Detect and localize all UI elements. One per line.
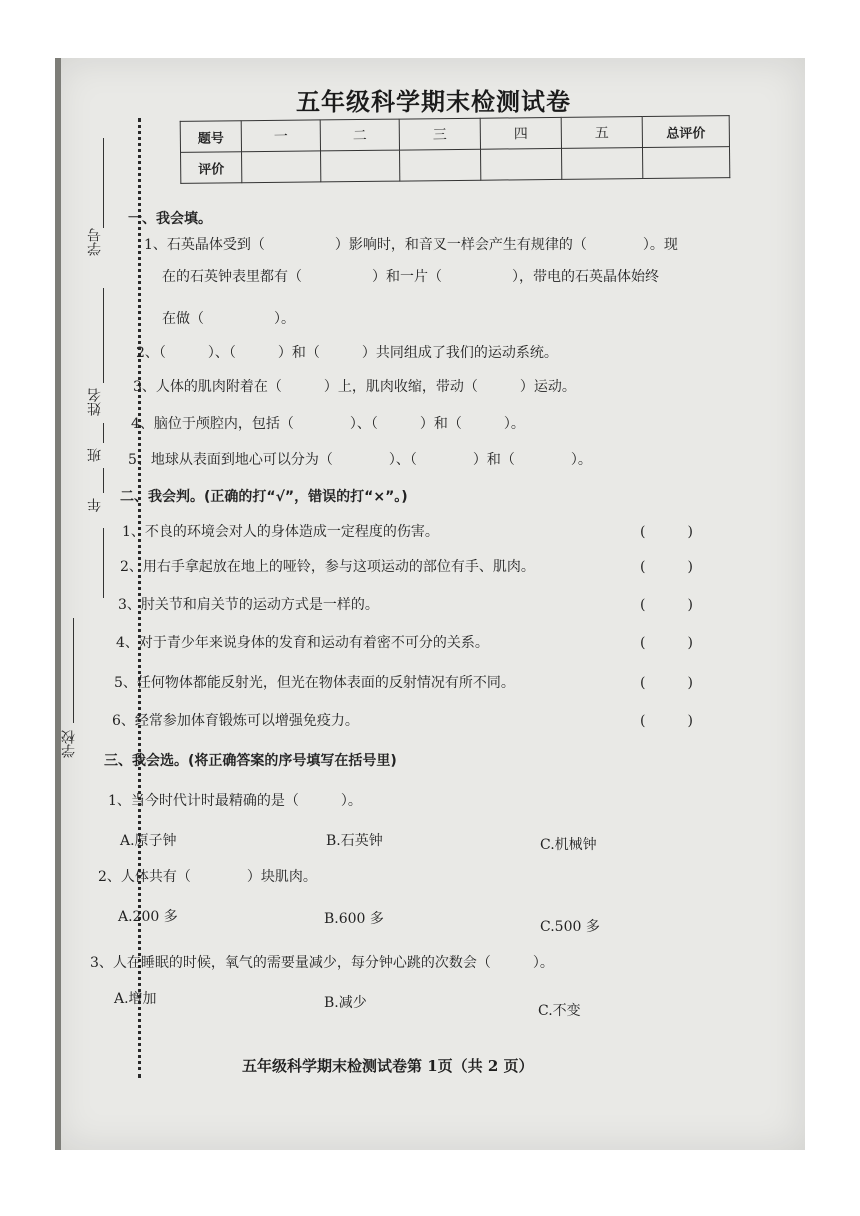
section-1-line: 1、石英晶体受到（ ）影响时，和音叉一样会产生有规律的（ ）。现	[144, 237, 678, 253]
margin-line-grade	[103, 468, 104, 493]
margin-line-class	[103, 423, 104, 443]
section-1-line: 4、脑位于颅腔内，包括（ ）、（ ）和（ ）。	[131, 416, 525, 432]
margin-line-blank	[103, 528, 104, 598]
answer-paren: ( )	[640, 524, 693, 540]
choice-question: 1、当今时代计时最精确的是（ ）。	[108, 793, 362, 809]
margin-line-student-no	[103, 138, 104, 228]
answer-paren: ( )	[640, 713, 693, 729]
paper-edge	[55, 58, 61, 1150]
answer-paren: ( )	[640, 559, 693, 575]
table-cell: 一	[241, 120, 320, 152]
table-cell: 三	[399, 118, 480, 150]
answer-paren: ( )	[640, 597, 693, 613]
table-cell: 总评价	[642, 116, 729, 148]
choice-option: C.500 多	[540, 919, 600, 935]
margin-line-school	[73, 618, 74, 723]
judge-item: 5、任何物体都能反射光，但光在物体表面的反射情况有所不同。	[114, 675, 515, 691]
section-3-heading: 三、我会选。(将正确答案的序号填写在括号里)	[104, 753, 397, 769]
section-1-line: 在的石英钟表里都有（ ）和一片（ ），带电的石英晶体始终	[162, 269, 659, 285]
judge-item: 2、用右手拿起放在地上的哑铃，参与这项运动的部位有手、肌肉。	[120, 559, 535, 575]
section-1-heading: 一、我会填。	[128, 211, 212, 227]
section-2-heading: 二、我会判。(正确的打“√”，错误的打“×”。)	[120, 489, 408, 505]
judge-item: 3、肘关节和肩关节的运动方式是一样的。	[118, 597, 379, 613]
table-cell: 评价	[181, 152, 242, 184]
table-cell	[400, 149, 481, 181]
margin-label-grade: 年	[87, 498, 103, 512]
margin-label-school: 学校	[61, 730, 77, 758]
judge-item: 1、不良的环境会对人的身体造成一定程度的伤害。	[122, 524, 439, 540]
margin-label-name: 姓名	[87, 388, 103, 416]
table-cell	[642, 147, 729, 179]
answer-paren: ( )	[640, 635, 693, 651]
table-cell: 题号	[180, 121, 241, 153]
choice-option: A.原子钟	[120, 833, 177, 849]
table-cell	[561, 148, 642, 180]
table-cell	[321, 150, 400, 182]
exam-title: 五年级科学期末检测试卷	[296, 88, 571, 116]
judge-item: 4、对于青少年来说身体的发育和运动有着密不可分的关系。	[116, 635, 489, 651]
choice-option: A.增加	[114, 991, 157, 1007]
choice-option: B.石英钟	[326, 833, 383, 849]
choice-question: 3、人在睡眠的时候，氧气的需要量减少，每分钟心跳的次数会（ ）。	[90, 955, 554, 971]
choice-option: C.机械钟	[540, 837, 597, 853]
section-1-line: 5、地球从表面到地心可以分为（ ）、（ ）和（ ）。	[128, 452, 592, 468]
choice-option: B.减少	[324, 995, 367, 1011]
judge-item: 6、经常参加体育锻炼可以增强免疫力。	[112, 713, 359, 729]
choice-option: C.不变	[538, 1003, 581, 1019]
page-footer: 五年级科学期末检测试卷第 1页（共 2 页）	[242, 1057, 534, 1075]
table-cell	[480, 148, 561, 180]
answer-paren: ( )	[640, 675, 693, 691]
margin-label-student-no: 学号	[87, 228, 103, 256]
margin-line-name	[103, 288, 104, 383]
margin-label-class: 班	[87, 448, 103, 462]
section-1-line: 3、人体的肌肉附着在（ ）上，肌肉收缩，带动（ ）运动。	[133, 379, 576, 395]
table-cell	[242, 151, 321, 183]
choice-option: B.600 多	[324, 911, 384, 927]
section-1-line: 2、（ ）、（ ）和（ ）共同组成了我们的运动系统。	[136, 345, 558, 361]
choice-option: A.200 多	[118, 909, 178, 925]
table-cell: 二	[320, 119, 399, 151]
score-table	[180, 115, 731, 184]
section-1-line: 在做（ ）。	[162, 311, 295, 327]
table-cell: 四	[480, 117, 561, 149]
table-row	[181, 147, 730, 184]
table-cell: 五	[561, 117, 642, 149]
choice-question: 2、人体共有（ ）块肌肉。	[98, 869, 317, 885]
